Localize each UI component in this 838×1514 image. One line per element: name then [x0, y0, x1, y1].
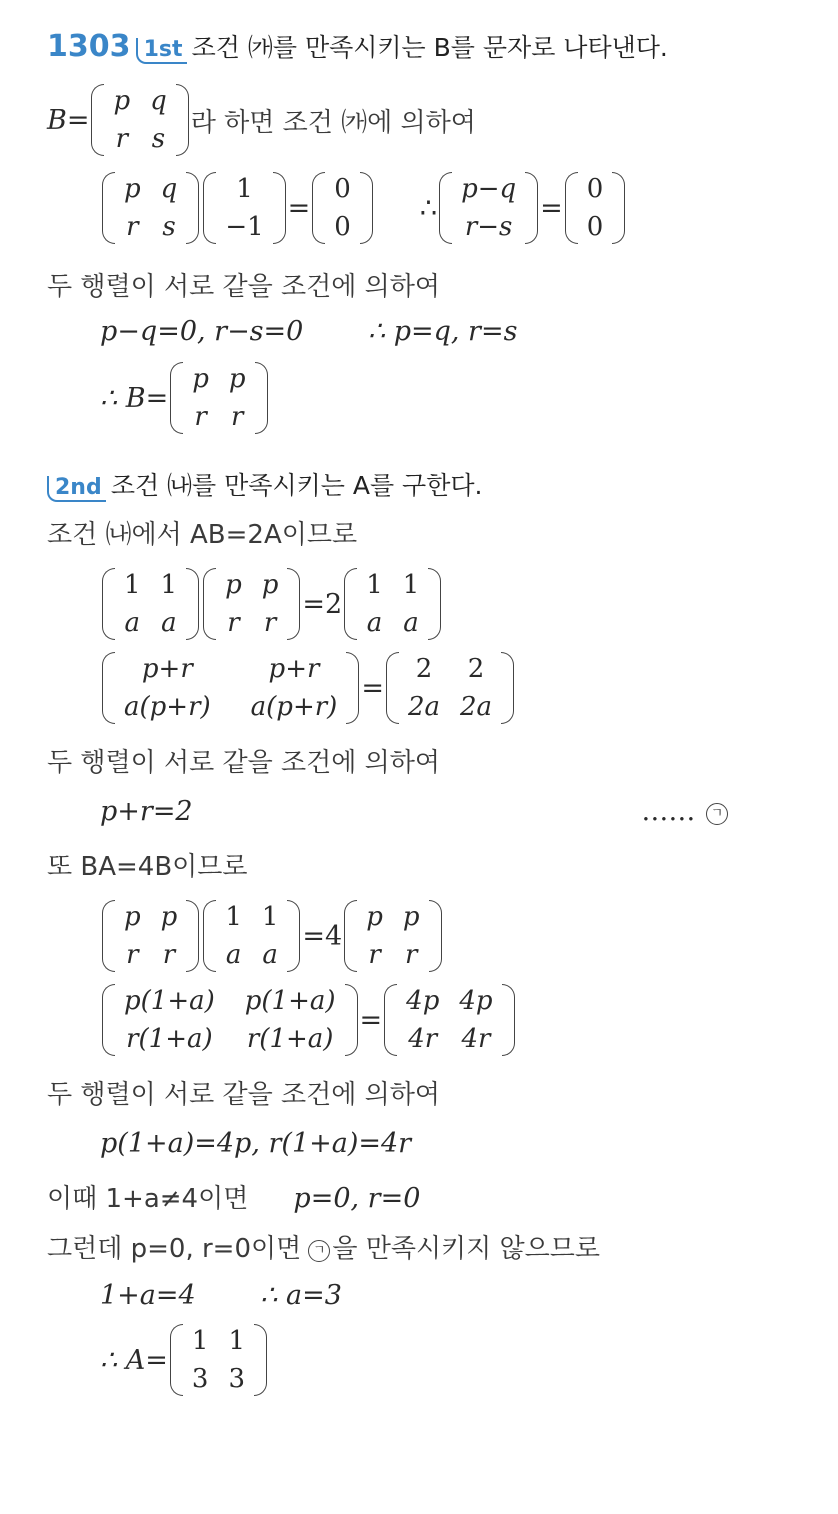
matrix-B-general: p q r s	[91, 82, 188, 158]
case-result: p=0, r=0	[293, 1183, 421, 1214]
equal-cond-3: 두 행렬이 서로 같을 조건에 의하여	[47, 1080, 440, 1110]
step1-text: 조건 ㈎를 만족시키는 B를 문자로 나타낸다.	[191, 33, 668, 62]
eq1-result: ∴ p=q, r=s	[367, 316, 518, 347]
matrix-eq-BA-expanded: p(1+a) p(1+a) r(1+a) r(1+a) = 4p 4p 4r 4r	[100, 982, 517, 1058]
matrix-eq-AB-expanded: p+r p+r a(p+r) a(p+r) = 2 2 2a 2a	[100, 650, 516, 726]
let-B-suffix: 라 하면 조건 ㈎에 의하여	[190, 107, 476, 138]
matrix-B-result: p p r r	[170, 360, 267, 436]
A-result-prefix: ∴ A=	[100, 1344, 168, 1376]
equal-cond-2: 두 행렬이 서로 같을 조건에 의하여	[47, 748, 440, 778]
eq-pr-ref: …… ㄱ	[641, 796, 730, 827]
matrix-eq-AB: 1 1 a a p p r r =2 1 1 a a	[100, 566, 443, 642]
but-line	[47, 1228, 600, 1265]
let-B-prefix: B=	[47, 104, 90, 136]
problem-header	[47, 28, 668, 64]
circle-label: ㄱ	[706, 803, 728, 825]
also-BA-line: 또 BA=4B이므로	[47, 852, 248, 882]
matrix-eq-BA: p p r r 1 1 a a =4 p p r r	[100, 898, 444, 974]
problem-number: 1303	[47, 29, 131, 64]
B-result-line	[100, 360, 270, 436]
step2-text: 조건 ㈏를 만족시키는 A를 구한다.	[110, 471, 483, 500]
eq-a-result: ∴ a=3	[260, 1280, 342, 1311]
A-result-line	[100, 1322, 269, 1398]
but-text-post: 을 만족시키지 않으므로	[332, 1234, 601, 1264]
eq1: p−q=0, r−s=0	[100, 316, 304, 347]
matrix-A-result: 1 1 3 3	[170, 1322, 267, 1398]
eq-pr: p+r=2	[100, 796, 193, 827]
eq-pr-line	[100, 796, 790, 827]
case-line	[47, 1178, 420, 1215]
case-text: 이때 1+a≠4이면	[47, 1184, 249, 1214]
B-result-prefix: ∴ B=	[100, 382, 169, 414]
step2-header	[47, 466, 482, 502]
cond-AB-line: 조건 ㈏에서 AB=2A이므로	[47, 520, 358, 550]
matrix-eq-1: p q r s 1 −1 = 0 0 ∴ p−q r−s = 0 0	[100, 170, 627, 246]
eq-a: 1+a=4	[100, 1280, 196, 1311]
eq1-line	[100, 316, 517, 347]
step1-badge: 1st	[136, 38, 187, 64]
eq-pa: p(1+a)=4p, r(1+a)=4r	[100, 1128, 412, 1159]
eq-a-line	[100, 1280, 342, 1311]
equal-cond-1: 두 행렬이 서로 같을 조건에 의하여	[47, 272, 440, 302]
circle-ref: ㄱ	[308, 1240, 330, 1262]
step2-badge: 2nd	[47, 476, 106, 502]
but-text-pre: 그런데 p=0, r=0이면	[47, 1234, 302, 1264]
let-B-line	[47, 82, 476, 158]
